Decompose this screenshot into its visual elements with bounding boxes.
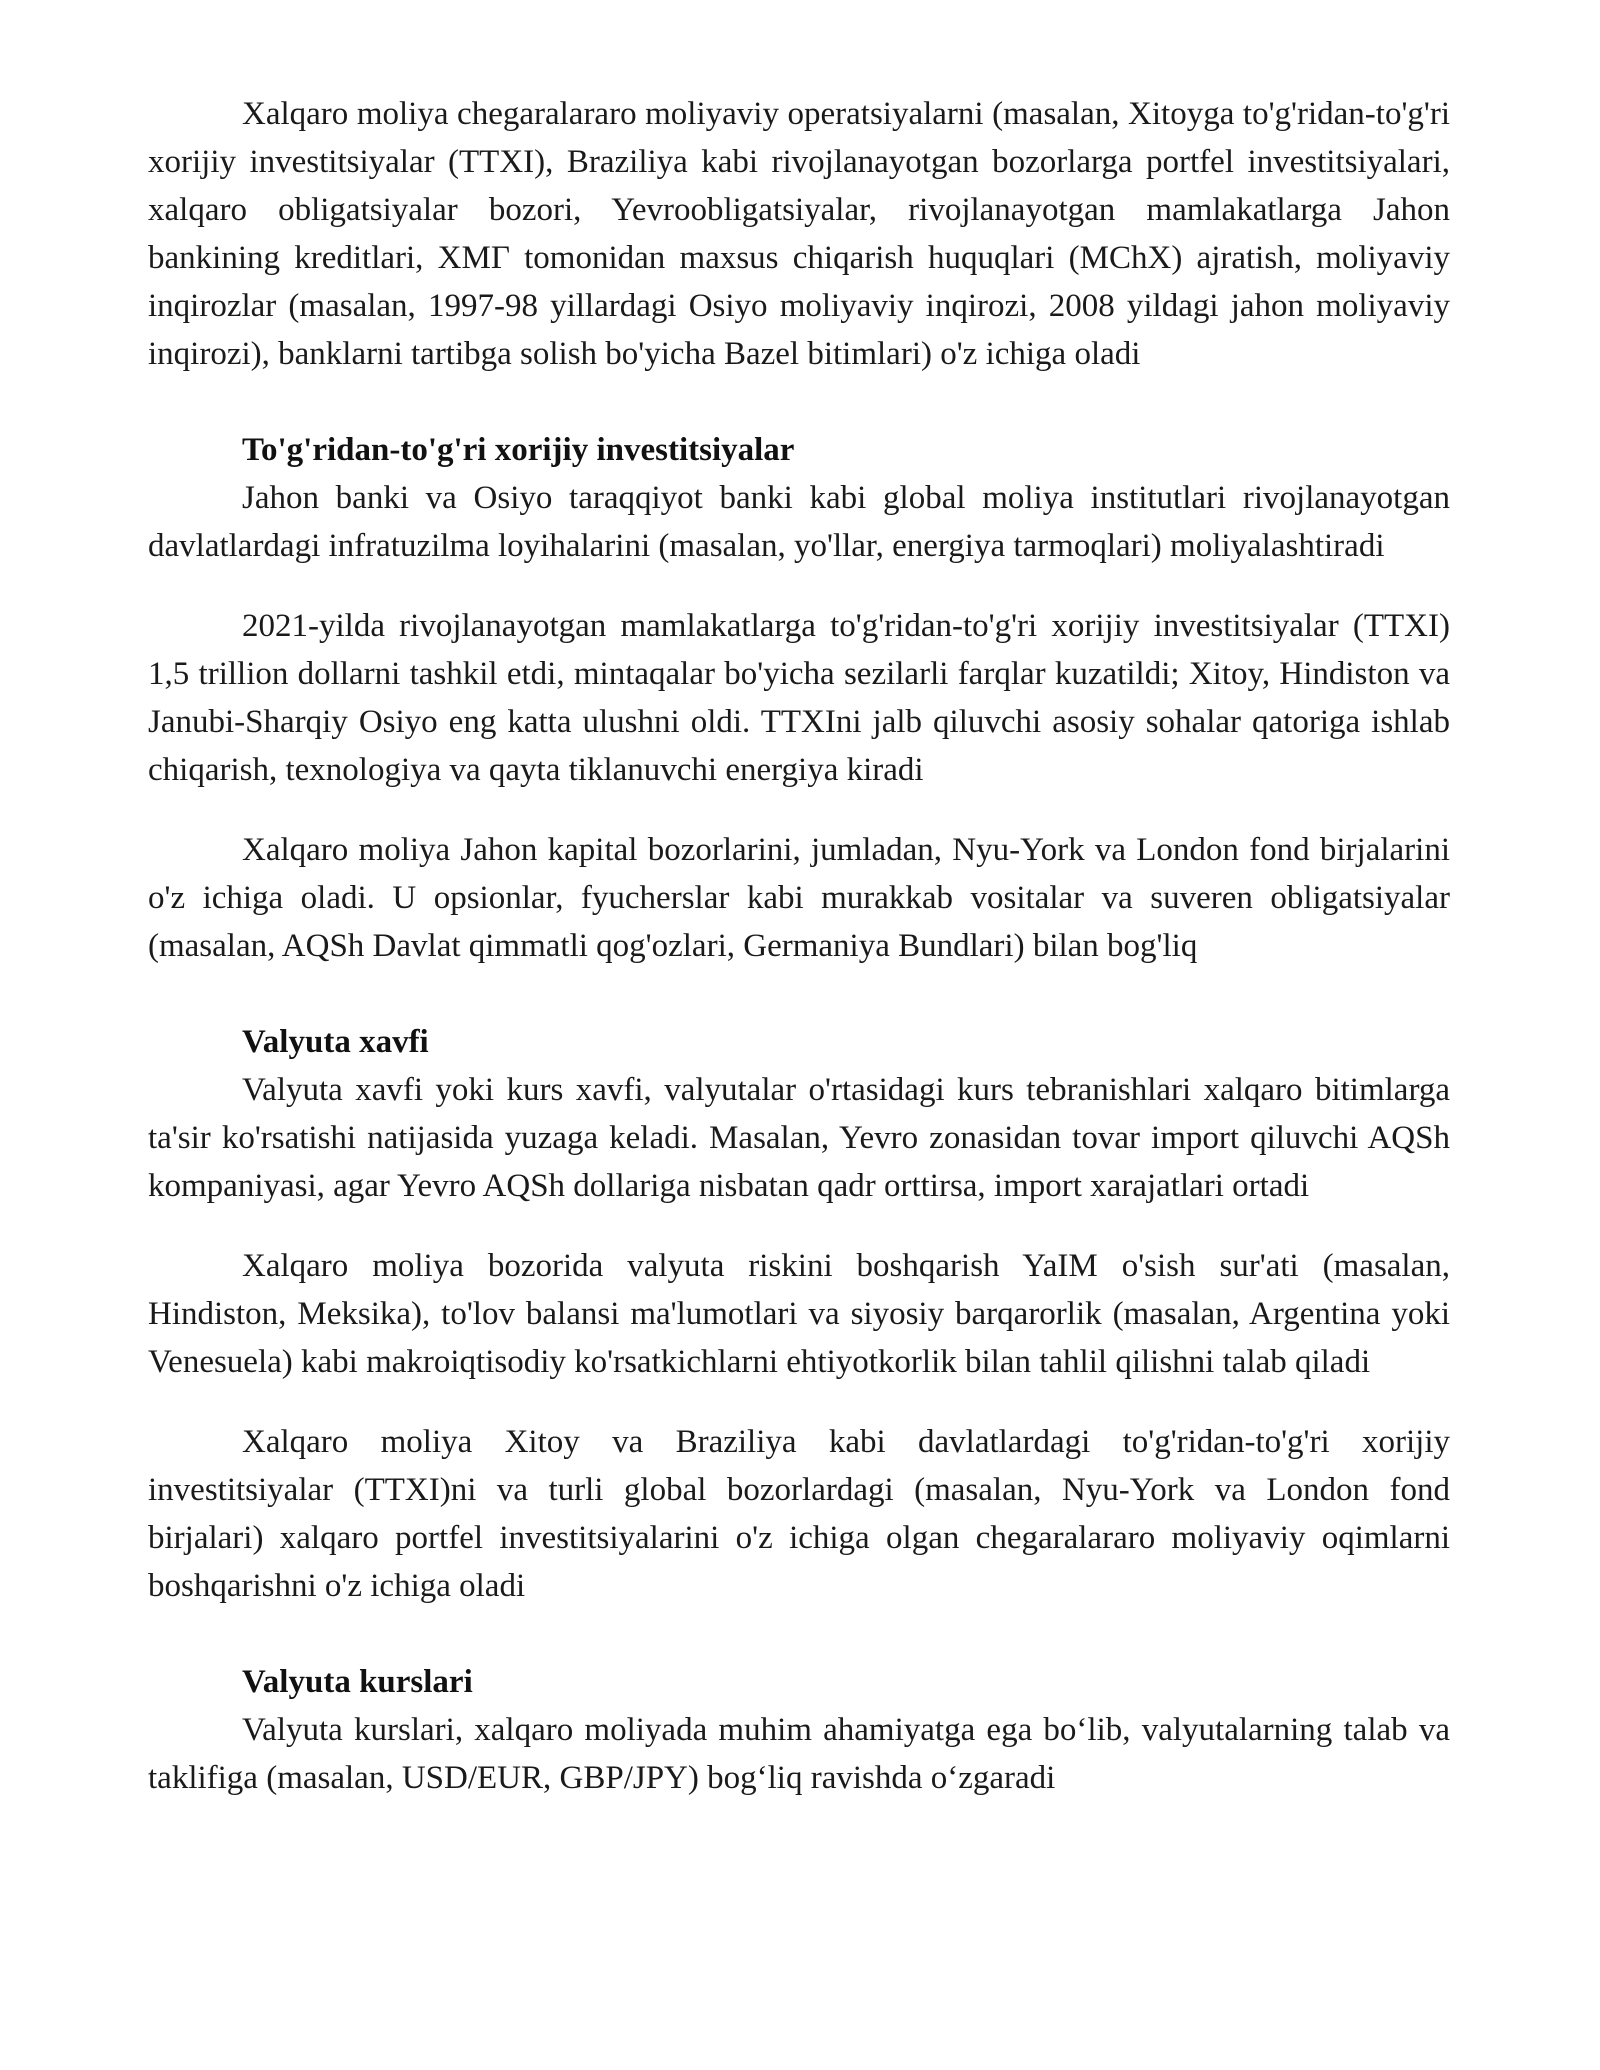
currency-risk-paragraph-1: Valyuta xavfi yoki kurs xavfi, valyutalar o'rtasidagi kurs tebranishlari xalqaro bitimlarga ta'sir ko'rsatishi natijasida yuzaga keladi. Masalan, Yevro zonasidan tovar import qiluvchi AQSh kompaniyasi, agar Yevro AQSh dollariga nisbatan qadr orttirsa, import xarajatlari ortadi (148, 1072, 1450, 1204)
currency-risk-paragraph-2: Xalqaro moliya bozorida valyuta riskini boshqarish YaIM o'sish sur'ati (masalan, Hindiston, Meksika), to'lov balansi ma'lumotlari va siyosiy barqarorlik (masalan, Argentina yoki Venesuela) kabi makroiqtisodiy ko'rsatkichlarni ehtiyotkorlik bilan tahlil qilishni talab qiladi (148, 1248, 1450, 1380)
section-heading-currency-risk: Valyuta xavfi (242, 1024, 429, 1060)
section-heading-fdi: To'g'ridan-to'g'ri xorijiy investitsiyalar (242, 432, 795, 468)
section-heading-exchange-rates: Valyuta kurslari (242, 1664, 473, 1700)
exchange-rates-paragraph-1: Valyuta kurslari, xalqaro moliyada muhim ahamiyatga ega bo‘lib, valyutalarning talab va taklifiga (masalan, USD/EUR, GBP/JPY) bog‘liq ravishda o‘zgaradi (148, 1712, 1450, 1796)
fdi-paragraph-3: Xalqaro moliya Jahon kapital bozorlarini, jumladan, Nyu-York va London fond birjalarini o'z ichiga oladi. U opsionlar, fyucherslar kabi murakkab vositalar va suveren obligatsiyalar (masalan, AQSh Davlat qimmatli qog'ozlari, Germaniya Bundlari) bilan bog'liq (148, 832, 1450, 964)
fdi-paragraph-1: Jahon banki va Osiyo taraqqiyot banki kabi global moliya institutlari rivojlanayotgan davlatlardagi infratuzilma loyihalarini (masalan, yo'llar, energiya tarmoqlari) moliyalashtiradi (148, 480, 1450, 564)
fdi-paragraph-2: 2021-yilda rivojlanayotgan mamlakatlarga to'g'ridan-to'g'ri xorijiy investitsiyalar (TTXI) 1,5 trillion dollarni tashkil etdi, mintaqalar bo'yicha sezilarli farqlar kuzatildi; Xitoy, Hindiston va Janubi-Sharqiy Osiyo eng katta ulushni oldi. TTXIni jalb qiluvchi asosiy sohalar qatoriga ishlab chiqarish, texnologiya va qayta tiklanuvchi energiya kiradi (148, 608, 1450, 788)
currency-risk-paragraph-3: Xalqaro moliya Xitoy va Braziliya kabi davlatlardagi to'g'ridan-to'g'ri xorijiy investitsiyalar (TTXI)ni va turli global bozorlardagi (masalan, Nyu-York va London fond birjalari) xalqaro portfel investitsiyalarini o'z ichiga olgan chegaralararo moliyaviy oqimlarni boshqarishni o'z ichiga oladi (148, 1424, 1450, 1604)
intro-paragraph: Xalqaro moliya chegaralararo moliyaviy operatsiyalarni (masalan, Xitoyga to'g'ridan-to'g'ri xorijiy investitsiyalar (TTXI), Braziliya kabi rivojlanayotgan bozorlarga portfel investitsiyalari, xalqaro obligatsiyalar bozori, Yevroobligatsiyalar, rivojlanayotgan mamlakatlarga Jahon bankining kreditlari, ХМГ tomonidan maxsus chiqarish huquqlari (MChX) ajratish, moliyaviy inqirozlar (masalan, 1997-98 yillardagi Osiyo moliyaviy inqirozi, 2008 yildagi jahon moliyaviy inqirozi), banklarni tartibga solish bo'yicha Bazel bitimlari) o'z ichiga oladi (148, 96, 1450, 372)
